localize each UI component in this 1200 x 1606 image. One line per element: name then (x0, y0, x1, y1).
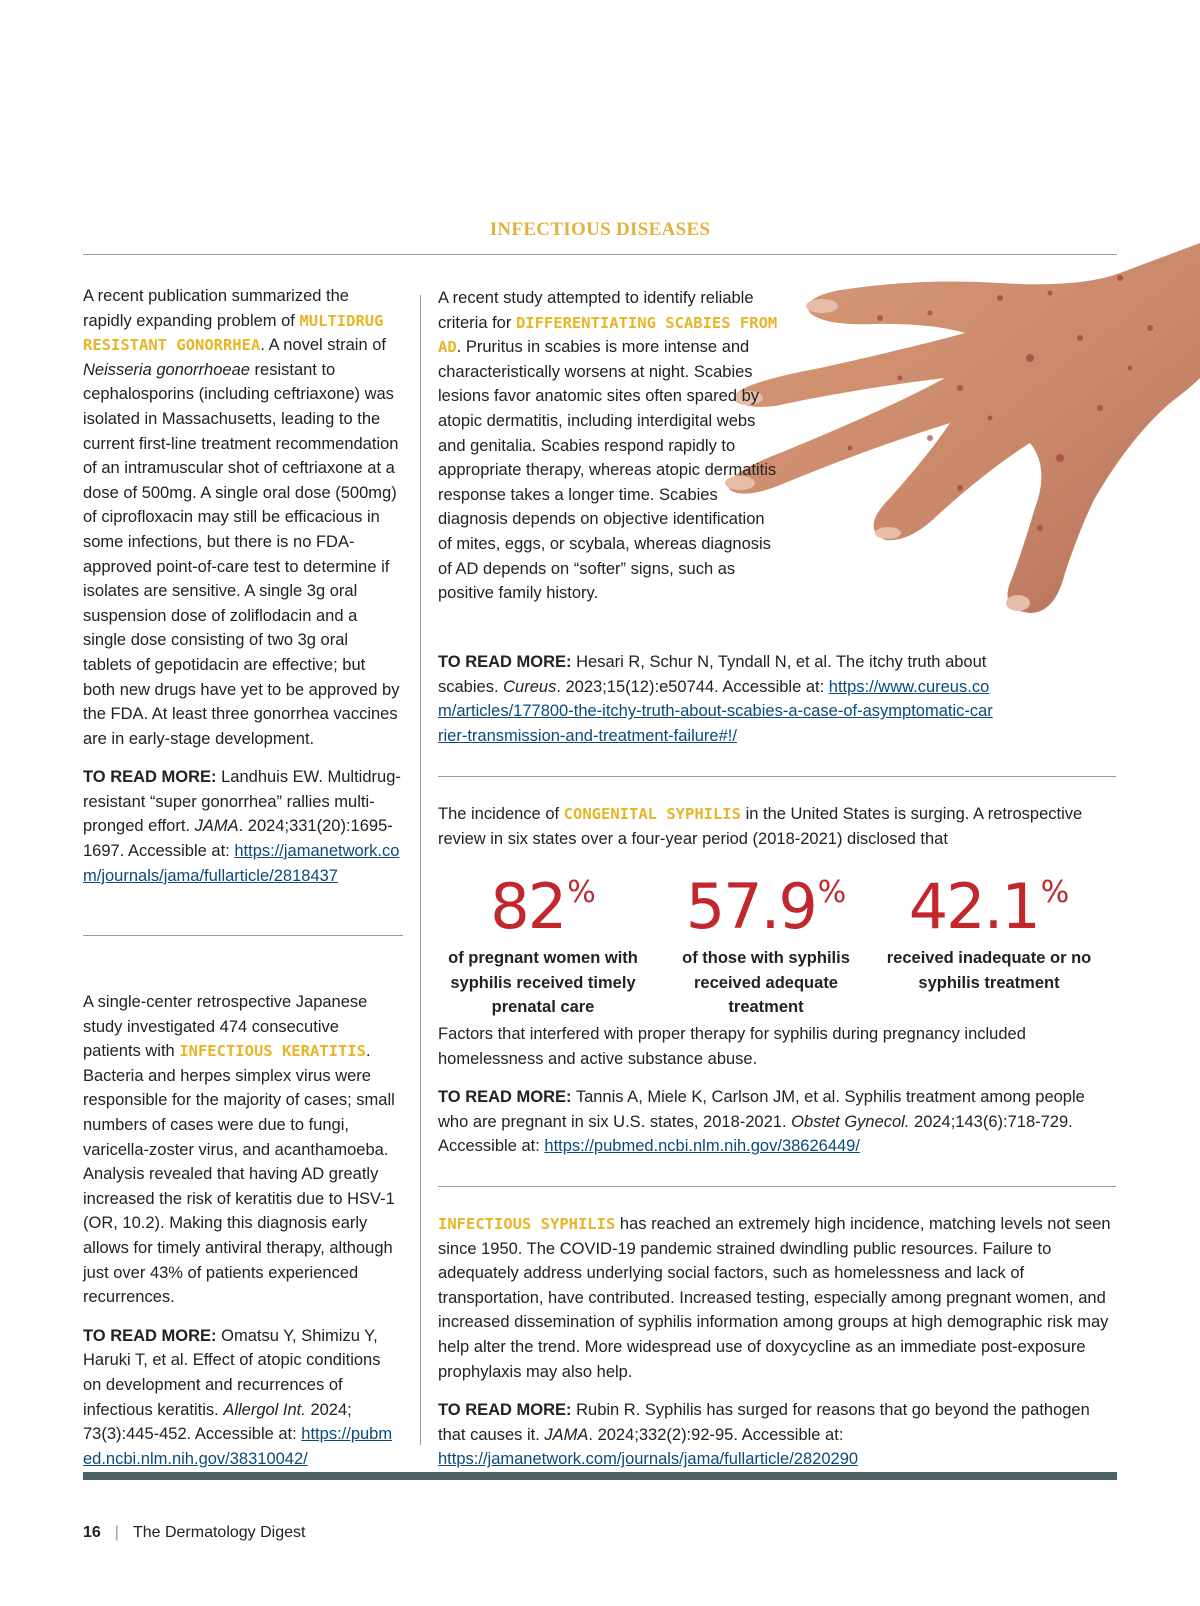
congenital-text-2: in the United States is surging. A retrospective review in six states over a four-year period (2018-2021) disclosed that (438, 805, 1083, 848)
gonorrhea-reference (83, 765, 401, 888)
gonorrhea-ref-label: TO READ MORE: (83, 768, 217, 787)
footer (83, 1524, 305, 1542)
right-divider-2 (438, 1186, 1116, 1187)
gonorrhea-text-2: . A novel strain of (260, 336, 386, 355)
congenital-text-1: The incidence of (438, 805, 564, 823)
publication-name: The Dermatology Digest (132, 1524, 306, 1541)
stat-item (884, 860, 1094, 995)
scabies-ref-link[interactable]: https://www.cureus.com/articles/177800-the-itchy-truth-about-scabies-a-case-of-asymptomatic-carrier-transmission-and-treatment-failure#!/ (438, 677, 993, 745)
congenital-followup (438, 1022, 1118, 1173)
infectious-syphilis-article (438, 1212, 1118, 1486)
gonorrhea-text-3: resistant to cephalosporins (including ceftriaxone) was isolated in Massachusetts, leading to the current first-line treatment recommendation of an intramuscular shot of ceftriaxone at a dose of 500mg. A single oral dose (500mg) of ciprofloxacin may still be efficacious in some infections, but there is no FDA-approved point-of-care test to determine if isolates are sensitive. A single 3g oral suspension dose of zoliflodacin and a single dose consisting of two 3g oral tablets of gepotidacin are effective; but both new drugs have yet to be approved by the FDA. At least three gonorrhea vaccines are in early-stage development. (83, 360, 400, 748)
stat-caption: received inadequate or no syphilis treatment (886, 949, 1092, 992)
congenital-ref-text: Tannis A, Miele K, Carlson JM, et al. Syphilis treatment among people who are pregnant in six U.S. states, 2018-2021. (438, 1088, 1085, 1131)
scabies-ref-text: Hesari R, Schur N, Tyndall N, et al. The itchy truth about scabies. (438, 653, 987, 696)
infectious-syphilis-ref-journal: JAMA (544, 1425, 589, 1444)
infectious-syphilis-text-1: has reached an extremely high incidence, matching levels not seen since 1950. The COVID-19 pandemic strained dwindling public resources. Failure to adequately address underlying social factors, such as homelessness and lack of transportation, have contributed. Increased testing, especially among pregnant women, and increased dissemination of syphilis information among groups at high demographic risk may help alter the trend. More widespread use of doxycycline as an immediate post-exposure prophylaxis may also help. (438, 1215, 1111, 1381)
gonorrhea-ref-text-2: . 2024;331(20):1695-1697. Accessible at: (83, 817, 393, 861)
section-title: INFECTIOUS DISEASES (489, 219, 711, 240)
stat-value: 42.1% (908, 870, 1070, 943)
stat-value: 57.9% (685, 870, 847, 943)
stat-caption: of those with syphilis received adequate treatment (682, 949, 850, 1017)
keratitis-ref-journal: Allergol Int. (223, 1400, 306, 1419)
keratitis-body (83, 990, 401, 1310)
keratitis-ref-link[interactable]: https://pubmed.ncbi.nlm.nih.gov/38310042/ (83, 1425, 393, 1468)
congenital-reference (438, 1085, 1118, 1159)
scabies-highlight: DIFFERENTIATING SCABIES FROM AD (438, 313, 778, 357)
stat-item (438, 860, 648, 1020)
scabies-reference (438, 650, 998, 748)
scabies-ref-text-2: . 2023;15(12):e50744. Accessible at: (556, 677, 829, 696)
congenital-stats (438, 860, 1118, 1017)
scabies-article (438, 286, 778, 620)
keratitis-text-1: A single-center retrospective Japanese study investigated 474 consecutive patients with (83, 993, 368, 1061)
congenital-ref-journal: Obstet Gynecol. (791, 1112, 910, 1131)
scabies-text-2: . Pruritus in scabies is more intense and characteristically worsens at night. Scabies lesions favor anatomic sites often spared by atopic dermatitis, including interdigital webs and genitalia. Scabies respond rapidly to appropriate therapy, whereas atopic dermatitis response takes a longer time. Scabies diagnosis depends on objective identification of mites, eggs, or scybala, whereas diagnosis of AD depends on “softer” signs, such as positive family history. (438, 338, 777, 603)
gonorrhea-species: Neisseria gonorrhoeae (83, 360, 250, 379)
congenital-ref-text-2: 2024;143(6):718-729. Accessible at: (438, 1112, 1073, 1156)
gonorrhea-body (83, 284, 401, 751)
congenital-text-3: Factors that interfered with proper therapy for syphilis during pregnancy included homelessness and active substance abuse. (438, 1025, 1026, 1068)
congenital-body (438, 802, 1118, 851)
stat-value: 82% (490, 870, 596, 943)
keratitis-ref-label: TO READ MORE: (83, 1326, 217, 1345)
congenital-ref-link[interactable]: https://pubmed.ncbi.nlm.nih.gov/38626449/ (544, 1137, 860, 1156)
scabies-ref-journal: Cureus (503, 677, 557, 696)
infectious-syphilis-ref-text-2: . 2024;332(2):92-95. Accessible at: (588, 1425, 844, 1444)
gonorrhea-ref-journal: JAMA (194, 817, 239, 836)
keratitis-reference (83, 1324, 401, 1472)
gonorrhea-ref-text: Landhuis EW. Multidrug-resistant “super gonorrhea” rallies multi-pronged effort. (83, 768, 401, 836)
keratitis-text-2: . Bacteria and herpes simplex virus were responsible for the majority of cases; small numbers of cases were due to fungi, varicella-zoster virus, and acanthamoeba. Analysis revealed that having AD greatly increased the risk of keratitis due to HSV-1 (OR, 10.2). Making this diagnosis early allows for timely antiviral therapy, although just over 43% of patients experienced recurrences. (83, 1042, 395, 1307)
stat-caption: of pregnant women with syphilis received timely prenatal care (448, 949, 638, 1017)
infectious-syphilis-ref-label: TO READ MORE: (438, 1401, 572, 1420)
gonorrhea-ref-link[interactable]: https://jamanetwork.com/journals/jama/fullarticle/2818437 (83, 842, 400, 885)
keratitis-ref-text: Omatsu Y, Shimizu Y, Haruki T, et al. Effect of atopic conditions on development and recurrences of infectious keratitis. (83, 1326, 381, 1419)
footer-separator: | (114, 1524, 119, 1541)
gonorrhea-text-1: A recent publication summarized the rapidly expanding problem of (83, 287, 349, 330)
infectious-syphilis-ref-text: Rubin R. Syphilis has surged for reasons that go beyond the pathogen that causes it. (438, 1401, 1090, 1444)
infectious-syphilis-ref-link[interactable]: https://jamanetwork.com/journals/jama/fullarticle/2820290 (438, 1450, 859, 1469)
keratitis-article (83, 990, 401, 1485)
scabies-body (438, 286, 778, 606)
left-divider (83, 935, 403, 936)
column-divider (420, 295, 421, 1445)
stat-item (661, 860, 871, 1020)
gonorrhea-highlight: MULTIDRUG RESISTANT GONORRHEA (83, 311, 384, 355)
page-number: 16 (83, 1524, 101, 1541)
gonorrhea-article (83, 284, 401, 902)
scabies-reference-block (438, 650, 998, 762)
scabies-text-1: A recent study attempted to identify reliable criteria for (438, 289, 754, 332)
infectious-syphilis-reference (438, 1398, 1118, 1472)
congenital-highlight: CONGENITAL SYPHILIS (563, 805, 741, 823)
right-divider-1 (438, 776, 1116, 777)
footer-bar (83, 1472, 1117, 1480)
scabies-ref-label: TO READ MORE: (438, 653, 572, 671)
infectious-syphilis-highlight: INFECTIOUS SYPHILIS (438, 1215, 616, 1233)
keratitis-ref-text-2: 2024; 73(3):445-452. Accessible at: (83, 1400, 352, 1444)
congenital-ref-label: TO READ MORE: (438, 1088, 572, 1107)
keratitis-highlight: INFECTIOUS KERATITIS (179, 1042, 366, 1061)
congenital-intro (438, 802, 1118, 865)
infectious-syphilis-body (438, 1212, 1118, 1384)
